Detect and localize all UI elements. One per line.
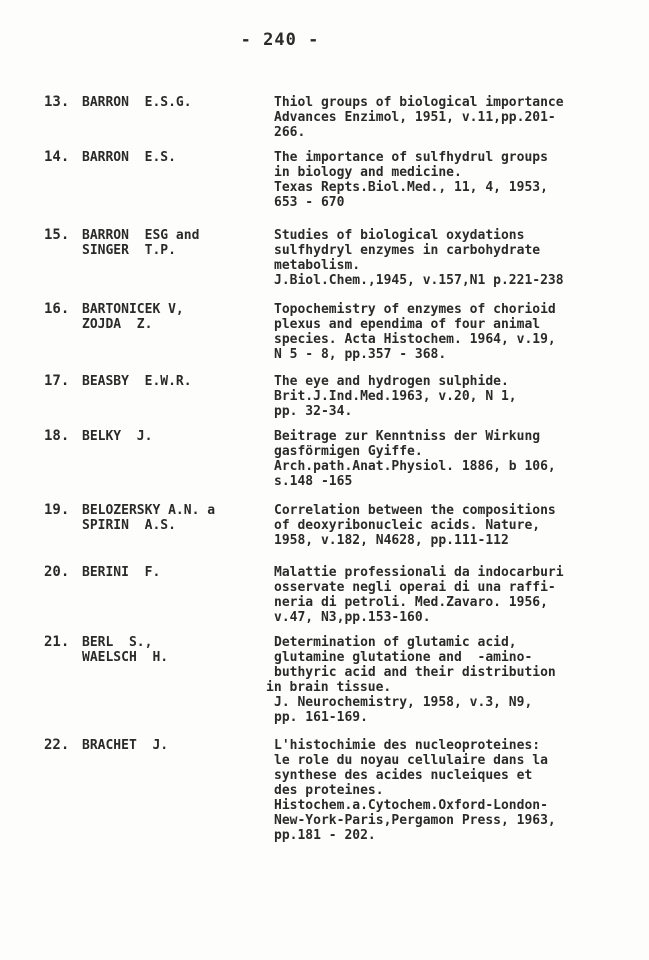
reference-line: osservate negli operai di una raffi- — [274, 580, 556, 595]
reference-line: Correlation between the compositions — [274, 503, 556, 518]
reference-line: gasförmigen Gyiffe. — [274, 444, 423, 459]
reference-line: in brain tissue. — [266, 680, 392, 695]
reference-line: pp. 32-34. — [274, 404, 353, 419]
reference-line: in biology and medicine. — [274, 165, 462, 180]
reference-line: plexus and ependima of four animal — [274, 317, 541, 332]
entry-reference — [274, 374, 614, 419]
reference-line: J.Biol.Chem.,1945, v.157,N1 p.221-238 — [274, 273, 564, 288]
reference-line: glutamine glutatione and -amino- — [274, 650, 533, 665]
reference-line: 1958, v.182, N4628, pp.111-112 — [274, 533, 509, 548]
reference-line: Arch.path.Anat.Physiol. 1886, b 106, — [274, 459, 556, 474]
reference-line: J. Neurochemistry, 1958, v.3, N9, — [274, 695, 533, 710]
reference-line: Brit.J.Ind.Med.1963, v.20, N 1, — [274, 389, 517, 404]
entry-authors: BERINI F. — [82, 565, 161, 580]
reference-line: of deoxyribonucleic acids. Nature, — [274, 518, 541, 533]
reference-line: Thiol groups of biological importance — [274, 95, 564, 110]
reference-line: Texas Repts.Biol.Med., 11, 4, 1953, — [274, 180, 548, 195]
entry-number: 14. — [44, 149, 70, 165]
entry-reference — [274, 302, 614, 362]
entry-number: 22. — [44, 737, 70, 753]
entry-reference — [274, 503, 614, 548]
entry-number: 21. — [44, 634, 70, 650]
reference-line: The eye and hydrogen sulphide. — [274, 374, 509, 389]
reference-line: synthese des acides nucleiques et — [274, 768, 533, 783]
reference-line: v.47, N3,pp.153-160. — [274, 610, 431, 625]
entry-reference — [274, 150, 614, 210]
entry-authors: BELOZERSKY A.N. a SPIRIN A.S. — [82, 503, 216, 533]
page-number: - 240 - — [240, 30, 320, 50]
reference-line: pp.181 - 202. — [274, 828, 376, 843]
entry-reference — [266, 635, 614, 725]
entry-authors: BARRON ESG and SINGER T.P. — [82, 228, 200, 258]
reference-line: Advances Enzimol, 1951, v.11,pp.201- — [274, 110, 556, 125]
reference-line: le role du noyau cellulaire dans la — [274, 753, 548, 768]
entry-number: 17. — [44, 373, 70, 389]
reference-line: The importance of sulfhydrul groups — [274, 150, 548, 165]
reference-line: Studies of biological oxydations — [274, 228, 525, 243]
reference-line: des proteines. — [274, 783, 384, 798]
entry-reference — [274, 738, 614, 843]
entry-number: 20. — [44, 564, 70, 580]
reference-line: species. Acta Histochem. 1964, v.19, — [274, 332, 556, 347]
reference-line: 653 - 670 — [274, 195, 345, 210]
reference-line: s.148 -165 — [274, 474, 353, 489]
reference-line: neria di petroli. Med.Zavaro. 1956, — [274, 595, 548, 610]
reference-line: Determination of glutamic acid, — [274, 635, 517, 650]
entry-authors: BEASBY E.W.R. — [82, 374, 192, 389]
reference-line: L'histochimie des nucleoproteines: — [274, 738, 541, 753]
entry-reference — [274, 429, 614, 489]
reference-line: Topochemistry of enzymes of chorioid — [274, 302, 556, 317]
reference-line: N 5 - 8, pp.357 - 368. — [274, 347, 447, 362]
entry-authors: BERL S., WAELSCH H. — [82, 635, 169, 665]
reference-line: sulfhydryl enzymes in carbohydrate — [274, 243, 541, 258]
entry-authors: BRACHET J. — [82, 738, 169, 753]
entry-reference — [274, 565, 614, 625]
entry-number: 19. — [44, 502, 70, 518]
entry-authors: BARTONICEK V, ZOJDA Z. — [82, 302, 184, 332]
reference-line: New-York-Paris,Pergamon Press, 1963, — [274, 813, 556, 828]
entry-number: 18. — [44, 428, 70, 444]
entry-reference — [274, 95, 614, 140]
reference-line: Beitrage zur Kenntniss der Wirkung — [274, 429, 541, 444]
entry-authors: BELKY J. — [82, 429, 153, 444]
entry-number: 15. — [44, 227, 70, 243]
reference-line: pp. 161-169. — [274, 710, 368, 725]
entry-number: 16. — [44, 301, 70, 317]
reference-line: buthyric acid and their distribution — [274, 665, 556, 680]
entry-authors: BARRON E.S. — [82, 150, 176, 165]
reference-line: metabolism. — [274, 258, 361, 273]
entry-number: 13. — [44, 94, 70, 110]
entry-reference — [274, 228, 614, 288]
reference-line: Malattie professionali da indocarburi — [274, 565, 564, 580]
entry-authors: BARRON E.S.G. — [82, 95, 192, 110]
reference-line: Histochem.a.Cytochem.Oxford-London- — [274, 798, 548, 813]
reference-line: 266. — [274, 125, 306, 140]
